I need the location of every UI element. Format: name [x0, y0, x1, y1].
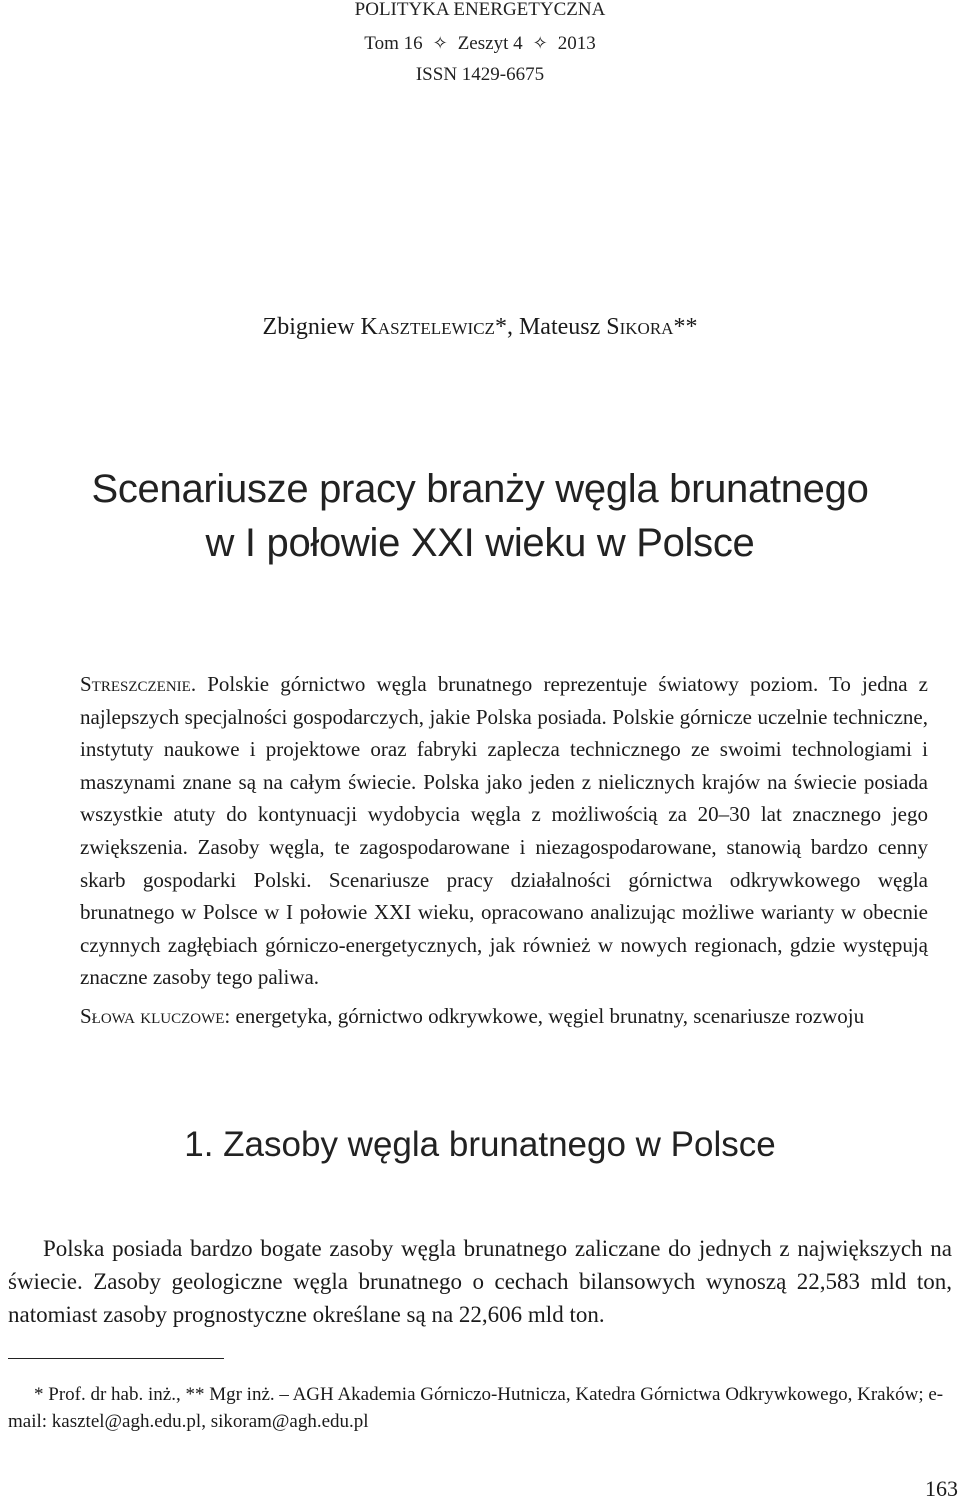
- issue: Zeszyt 4: [457, 33, 523, 54]
- journal-name: [0, 0, 960, 26]
- keywords-text: energetyka, górnictwo odkrywkowe, węgiel brunatny, scenariusze rozwoju: [235, 1004, 865, 1028]
- issn: ISSN 1429-6675: [415, 64, 545, 85]
- footnote: * Prof. dr hab. inż., ** Mgr inż. – AGH Akademia Górniczo-Hutnicza, Katedra Górnictwa Odkrywkowego, Kraków; e-mail: kasztel@agh.edu.pl, sikoram@agh.edu.pl: [8, 1384, 944, 1432]
- keywords: [80, 1000, 940, 1032]
- volume: Tom 16: [364, 33, 423, 54]
- body-paragraph: Polska posiada bardzo bogate zasoby węgla brunatnego zaliczane do jednych z największych na świecie. Zasoby geologiczne węgla brunatnego o cechach bilansowych wynoszą 22,583 mld ton, natomiast zasoby prognostyczne określane są na 22,606 mld ton.: [8, 1236, 952, 1327]
- section-heading: 1. Zasoby węgla brunatnego w Polsce: [184, 1125, 776, 1164]
- author1-first-name: Zbigniew: [262, 314, 355, 340]
- abstract-label: Streszczenie.: [80, 672, 197, 696]
- author2-last-name: Sikora: [606, 314, 674, 340]
- volume-line: [0, 27, 960, 59]
- abstract: [80, 668, 928, 994]
- journal-title: POLITYKA ENERGETYCZNA: [354, 0, 606, 20]
- separator-icon: ✧: [532, 33, 548, 53]
- page-number: 163: [925, 1476, 958, 1501]
- footnote-divider: [8, 1358, 224, 1359]
- author2-mark: **: [673, 314, 698, 340]
- author1-mark: *,: [494, 314, 513, 340]
- paper-title: [0, 462, 960, 570]
- author1-last-name: Kasztelewicz: [360, 314, 495, 340]
- author2-first-name: Mateusz: [518, 314, 601, 340]
- keywords-label: Słowa kluczowe:: [80, 1004, 231, 1028]
- title-line-1: Scenariusze pracy branży węgla brunatnego: [91, 467, 869, 511]
- separator-icon: ✧: [432, 33, 448, 53]
- authors: [0, 314, 960, 341]
- abstract-text: Polskie górnictwo węgla brunatnego reprezentuje światowy poziom. To jedna z najlepszych specjalności gospodarczych, jakie Polska posiada. Polskie górnicze uczelnie techniczne, instytuty naukowe i projektowe oraz fabryki zaplecza technicznego ze swoimi technologiami i maszynami znane są na całym świecie. Polska jako jeden z nielicznych krajów na świecie posiada wszystkie atuty do kontynuacji wydobycia węgla z możliwością za 20–30 lat znacznego jego zwiększenia. Zasoby węgla, te zagospodarowane i niezagospodarowane, stanowią bardzo cenny skarb gospodarki Polski. Scenariusze pracy działalności górnictwa odkrywkowego węgla brunatnego w Polsce w I połowie XXI wieku, opracowano analizując możliwe warianty w obecnie czynnych zagłębiach górniczo-energetycznych, jak również w nowych regionach, gdzie występują znaczne zasoby tego paliwa.: [80, 672, 928, 990]
- title-line-2: w I połowie XXI wieku w Polsce: [205, 521, 755, 565]
- year: 2013: [557, 33, 596, 54]
